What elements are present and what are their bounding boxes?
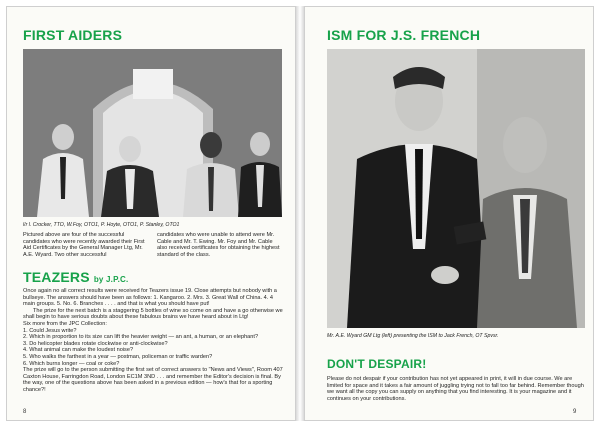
left-page — [6, 6, 296, 421]
page-number-right: 9 — [573, 409, 577, 415]
question-item: 5. Who walks the farthest in a year — postman, policeman or traffic warden? — [23, 353, 213, 360]
page-gutter — [296, 6, 304, 421]
group-photo-image — [23, 49, 282, 217]
question-item: 3. Do helicopter blades rotate clockwise or anti-clockwise? — [23, 340, 168, 347]
teazers-heading — [23, 269, 128, 285]
teazers-title: TEAZERS — [23, 269, 90, 285]
question-item: 1. Could Jesus write? — [23, 327, 77, 334]
teazers-question-list — [23, 328, 285, 368]
question-item: 6. Which burns longer — coal or coke? — [23, 360, 120, 367]
question-item: 4. What animal can make the loudest noise? — [23, 347, 134, 354]
teazers-paragraph-prize: The prize for the next batch is a staggering 5 bottles of wine so come on and have a go otherwise we shall begin to have serious doubts about these fabulous brains we have heard about in Ltg! — [23, 307, 283, 321]
first-aiders-caption: l/r l. Crocker, TTO, W.Foy, OTO1, P. Hoyte, OTO1, P. Stanley, OTO1 — [23, 222, 180, 228]
teazers-closing: The prize will go to the person submitting the first set of correct answers to "News and Views", Room 407 Caxton House, Farringdon Road, London EC1M 3ND . . . and remember the Editor's decision is final. By the way, one of the questions above has been asked in a previous edition — how's that for a sporting chance?! — [23, 367, 283, 393]
ism-presentation-photo — [327, 49, 585, 328]
first-aiders-heading: FIRST AIDERS — [23, 27, 123, 43]
dont-despair-heading: DON'T DESPAIR! — [327, 357, 427, 371]
dont-despair-text: Please do not despair if your contribution has not yet appeared in print, it will in due course. We are limited for space and it takes a fair amount of juggling trying not to fall too far behind. Remember though we want all the copy you can supply on anything that you find interesting. It is your magazine and it continues on your contributions. — [327, 376, 584, 402]
first-aiders-photo — [23, 49, 282, 217]
presentation-photo-image — [327, 49, 585, 328]
teazers-intro: Six more from the JPC Collection: — [23, 320, 107, 327]
ism-caption: Mr. A.E. Wyard GM Ltg (left) presenting the ISM to Jack French, OT Spvsr. — [327, 333, 499, 339]
page-number-left: 8 — [23, 409, 27, 415]
teazers-paragraph-answers: Once again no all correct results were received for Teazers issue 19. Close attempts but nobody with a bullseye. The answers should have been as follows: 1. Kangaroo. 2. Mrs. 3. Great Wall of China. 4. 4 main groups. 5. No. 6. Branches . . . . and that is what you should have put! — [23, 288, 277, 308]
teazers-byline: by J.P.C. — [93, 275, 129, 284]
teazers-body — [23, 288, 285, 394]
question-item: 2. Which in proportion to its size can lift the heavier weight — an ant, a human, or an elephant? — [23, 334, 259, 341]
first-aiders-paragraph-col2: candidates who were unable to attend were Mr. Cable and Mr. T. Ewing. Mr. Foy and Mr. Cable also received certificates for obtaining the highest standard of the class. — [157, 232, 280, 258]
first-aiders-paragraph-col1: Pictured above are four of the successful candidates who were recently awarded their First Aid Certificates by the General Manager Ltg, Mr. A.E. Wyard. Two other successful — [23, 232, 145, 258]
right-page — [304, 6, 594, 421]
ism-heading: ISM FOR J.S. FRENCH — [327, 27, 481, 43]
